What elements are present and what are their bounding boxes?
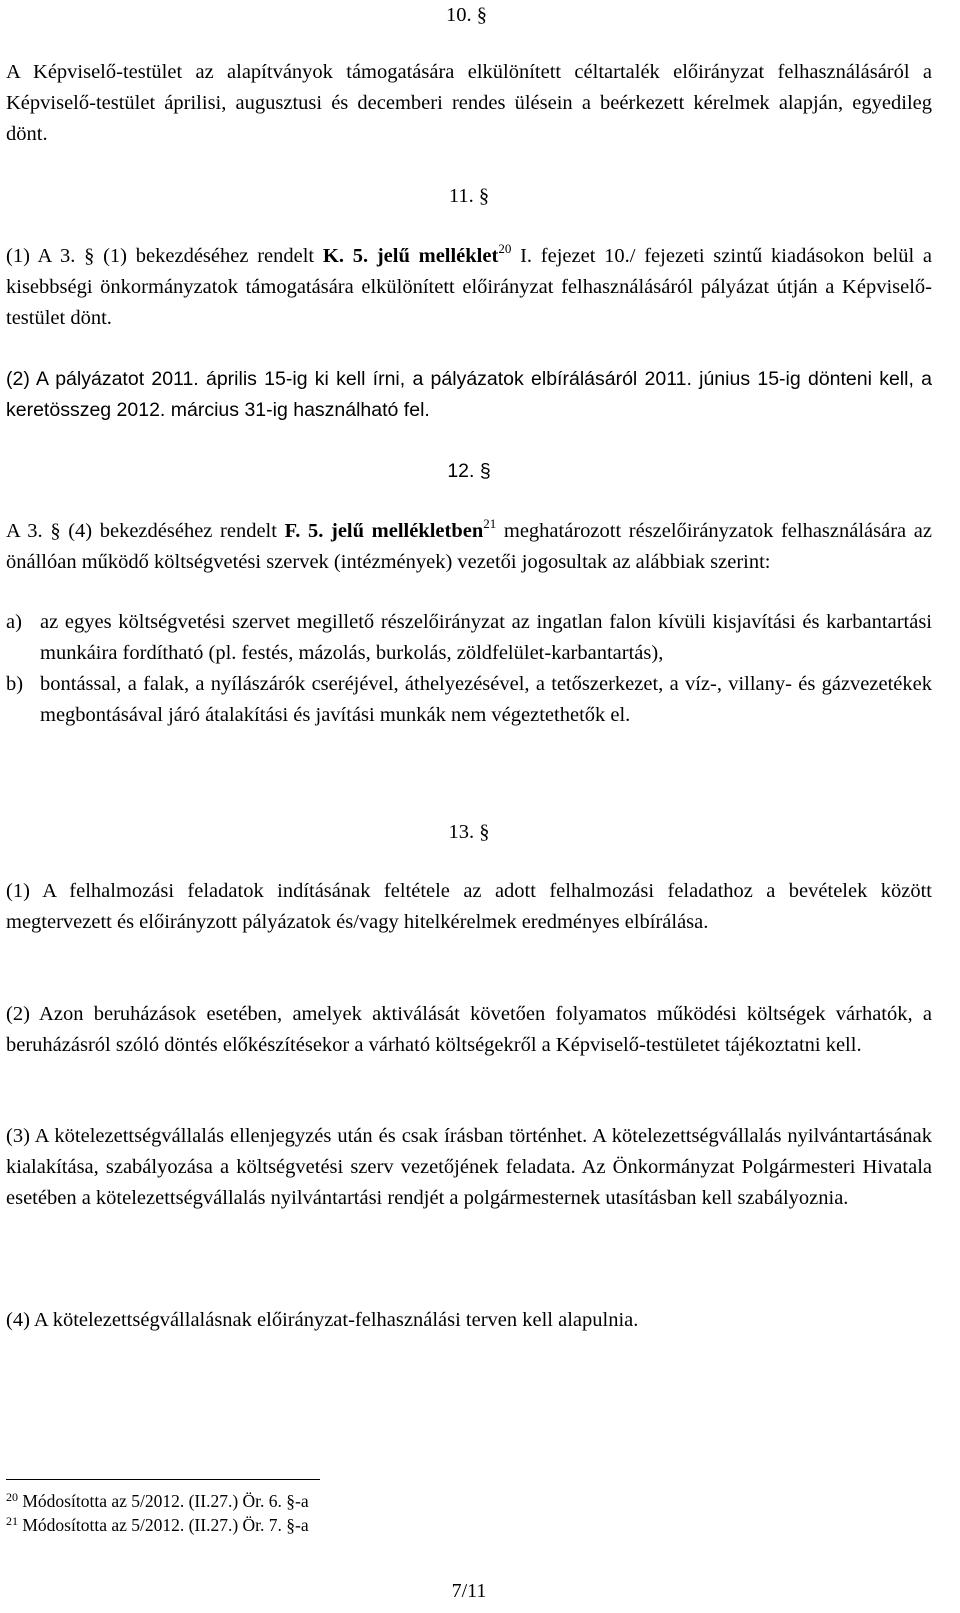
section-12-list xyxy=(6,607,932,731)
list-item: b) bontással, a falak, a nyílászárók cseréjével, áthelyezésével, a tetőszerkezet, a víz-, villany- és gázvezetékek megbontásával járó átalakítási és javítási munkák nem végeztethetők el. xyxy=(6,673,932,726)
section-13-paragraph-3: (3) A kötelezettségvállalás ellenjegyzés után és csak írásban történhet. A kötelezettségvállalás nyilvántartásának kialakítása, szabályozása a költségvetési szerv vezetőjének feladata. Az Önkormányzat Polgármesteri Hivatala esetében a kötelezettségvállalás nyilvántartási rendjét a polgármesternek utasításban kell szabályoznia. xyxy=(6,1125,932,1209)
footnote: $^{21}$ Módosította az 5/2012. (II.27.) Ör. 7. §-a xyxy=(6,1514,309,1535)
section-10-heading: 10. § xyxy=(446,4,487,26)
footnote: $^{20}$ Módosította az 5/2012. (II.27.) Ör. 6. §-a xyxy=(6,1490,309,1511)
list-item: a) az egyes költségvetési szervet megillető részelőirányzat az ingatlan falon kívüli kisjavítási és karbantartási munkáira fordítható (pl. festés, mázolás, burkolás, zöldfelület-karbantartás), xyxy=(6,611,932,664)
section-13-paragraph-4: (4) A kötelezettségvállalásnak előirányzat-felhasználási terven kell alapulnia. xyxy=(6,1309,639,1331)
footnote-divider xyxy=(6,1479,320,1480)
section-11-paragraph-2: (2) A pályázatot 2011. április 15-ig ki kell írni, a pályázatok elbírálásáról 2011. június 15-ig dönteni kell, a keretösszeg 2012. március 31-ig használható fel. xyxy=(6,368,932,421)
section-10-text: A Képviselő-testület az alapítványok támogatására elkülönített céltartalék előirányzat felhasználásáról a Képviselő-testület áprilisi, augusztusi és decemberi rendes ülésein a beérkezett kérelmek alapján, egyedileg dönt. xyxy=(6,61,932,145)
section-11-paragraph-1: (1) A 3. § (1) bekezdéséhez rendelt K. 5. jelű melléklet$^{20}$ I. fejezet 10./ fejezeti szintű kiadásokon belül a kisebbségi önkormányzatok támogatására elkülönített előirányzat felhasználásáról pályázat útján a Képviselő-testület dönt. xyxy=(6,241,933,329)
section-11-heading: 11. § xyxy=(448,185,490,207)
page-number: 7/11 xyxy=(451,1580,487,1602)
section-13-paragraph-2: (2) Azon beruházások esetében, amelyek aktiválását követően folyamatos működési költségek várhatók, a beruházásról szóló döntés előkészítésekor a várható költségekről a Képviselő-testületet tájékoztatni kell. xyxy=(6,1003,932,1056)
section-12-intro: A 3. § (4) bekezdéséhez rendelt F. 5. jelű mellékletben$^{21}$ meghatározott részelőirányzatok felhasználására az önállóan működő költségvetési szervek (intézmények) vezetői jogosultak az alábbiak szerint: xyxy=(6,516,932,573)
section-12-heading: 12. § xyxy=(447,460,491,482)
section-13-paragraph-1: (1) A felhalmozási feladatok indításának feltétele az adott felhalmozási feladathoz a bevételek között megtervezett és előirányzott pályázatok és/vagy hitelkérelmek eredményes elbírálása. xyxy=(6,880,932,933)
section-13-heading: 13. § xyxy=(448,821,490,843)
